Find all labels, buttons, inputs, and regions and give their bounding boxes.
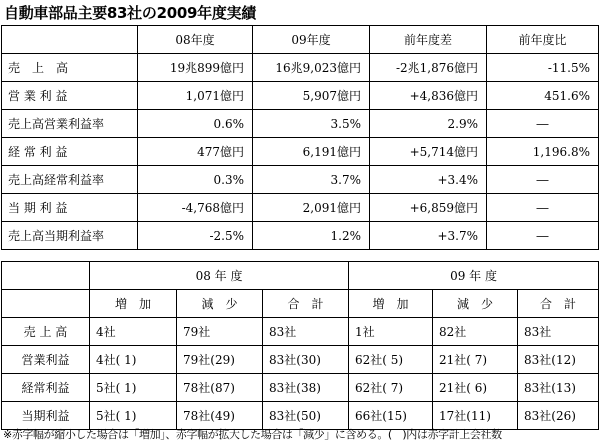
table-row — [2, 402, 599, 430]
row-label: 営業利益 — [2, 346, 90, 374]
cell-ratio: 1,196.8% — [487, 138, 599, 166]
table-cell: 82社 — [433, 318, 518, 346]
table-cell: 83社(12) — [518, 346, 599, 374]
table-cell: 83社 — [518, 318, 599, 346]
header-empty — [2, 26, 138, 54]
cell-diff: +5,714億円 — [370, 138, 487, 166]
cell-diff: +6,859億円 — [370, 194, 487, 222]
table-cell: 79社 — [177, 318, 263, 346]
cell-fy09: 3.7% — [253, 166, 370, 194]
header-decrease: 減 少 — [177, 290, 263, 318]
header-increase: 増 加 — [349, 290, 433, 318]
table-row — [2, 222, 599, 250]
row-label: 経 常 利 益 — [2, 138, 138, 166]
cell-ratio: ― — [487, 222, 599, 250]
footnote: ※赤字幅が縮小した場合は「増加」、赤字幅が拡大した場合は「減少」に含める。( )内は赤字計上会社数 — [3, 428, 502, 441]
table-row — [2, 82, 599, 110]
cell-fy09: 1.2% — [253, 222, 370, 250]
row-label: 売上高当期利益率 — [2, 222, 138, 250]
cell-ratio: -11.5% — [487, 54, 599, 82]
table-cell: 83社(13) — [518, 374, 599, 402]
table-row — [2, 110, 599, 138]
table-cell: 62社( 5) — [349, 346, 433, 374]
table-cell: 83社(26) — [518, 402, 599, 430]
header-empty — [2, 262, 90, 290]
table-cell: 83社(30) — [263, 346, 349, 374]
cell-diff: +4,836億円 — [370, 82, 487, 110]
table-row — [2, 54, 599, 82]
table-subheader-row — [2, 290, 599, 318]
header-fy08: 08 年 度 — [90, 262, 349, 290]
table-cell: 83社(38) — [263, 374, 349, 402]
header-total: 合 計 — [263, 290, 349, 318]
page-title: 自動車部品主要83社の2009年度実績 — [4, 4, 256, 22]
cell-fy09: 3.5% — [253, 110, 370, 138]
cell-fy09: 16兆9,023億円 — [253, 54, 370, 82]
table-row — [2, 374, 599, 402]
cell-ratio: ― — [487, 166, 599, 194]
table-row — [2, 318, 599, 346]
row-label: 売 上 高 — [2, 54, 138, 82]
cell-ratio: ― — [487, 110, 599, 138]
cell-fy08: -4,768億円 — [138, 194, 253, 222]
cell-fy09: 6,191億円 — [253, 138, 370, 166]
cell-diff: +3.7% — [370, 222, 487, 250]
table-cell: 78社(87) — [177, 374, 263, 402]
cell-diff: +3.4% — [370, 166, 487, 194]
header-increase: 増 加 — [90, 290, 177, 318]
table-cell: 79社(29) — [177, 346, 263, 374]
row-label: 営 業 利 益 — [2, 82, 138, 110]
header-total: 合 計 — [518, 290, 599, 318]
cell-diff: 2.9% — [370, 110, 487, 138]
table-row — [2, 166, 599, 194]
table-row — [2, 346, 599, 374]
company-count-table — [1, 261, 599, 430]
cell-fy08: 1,071億円 — [138, 82, 253, 110]
table-cell: 83社(50) — [263, 402, 349, 430]
header-yoy-ratio: 前年度比 — [487, 26, 599, 54]
table-cell: 4社( 1) — [90, 346, 177, 374]
table-cell: 21社( 7) — [433, 346, 518, 374]
table-cell: 17社(11) — [433, 402, 518, 430]
cell-fy08: 0.6% — [138, 110, 253, 138]
cell-fy08: 19兆899億円 — [138, 54, 253, 82]
cell-fy08: 477億円 — [138, 138, 253, 166]
header-fy08: 08年度 — [138, 26, 253, 54]
cell-fy09: 5,907億円 — [253, 82, 370, 110]
row-label: 売 上 高 — [2, 318, 90, 346]
cell-fy08: -2.5% — [138, 222, 253, 250]
table-row — [2, 194, 599, 222]
cell-ratio: ― — [487, 194, 599, 222]
table-cell: 66社(15) — [349, 402, 433, 430]
header-fy09: 09 年 度 — [349, 262, 599, 290]
table-cell: 78社(49) — [177, 402, 263, 430]
row-label: 当期利益 — [2, 402, 90, 430]
table-cell: 5社( 1) — [90, 374, 177, 402]
table-cell: 21社( 6) — [433, 374, 518, 402]
results-table — [1, 25, 599, 250]
cell-ratio: 451.6% — [487, 82, 599, 110]
table-header-row — [2, 262, 599, 290]
header-empty — [2, 290, 90, 318]
row-label: 売上高営業利益率 — [2, 110, 138, 138]
header-yoy-diff: 前年度差 — [370, 26, 487, 54]
row-label: 経常利益 — [2, 374, 90, 402]
cell-diff: -2兆1,876億円 — [370, 54, 487, 82]
table-cell: 4社 — [90, 318, 177, 346]
table-cell: 5社( 1) — [90, 402, 177, 430]
table-header-row — [2, 26, 599, 54]
cell-fy09: 2,091億円 — [253, 194, 370, 222]
table-row — [2, 138, 599, 166]
table-cell: 1社 — [349, 318, 433, 346]
row-label: 当 期 利 益 — [2, 194, 138, 222]
header-decrease: 減 少 — [433, 290, 518, 318]
row-label: 売上高経常利益率 — [2, 166, 138, 194]
header-fy09: 09年度 — [253, 26, 370, 54]
table-cell: 83社 — [263, 318, 349, 346]
cell-fy08: 0.3% — [138, 166, 253, 194]
table-cell: 62社( 7) — [349, 374, 433, 402]
